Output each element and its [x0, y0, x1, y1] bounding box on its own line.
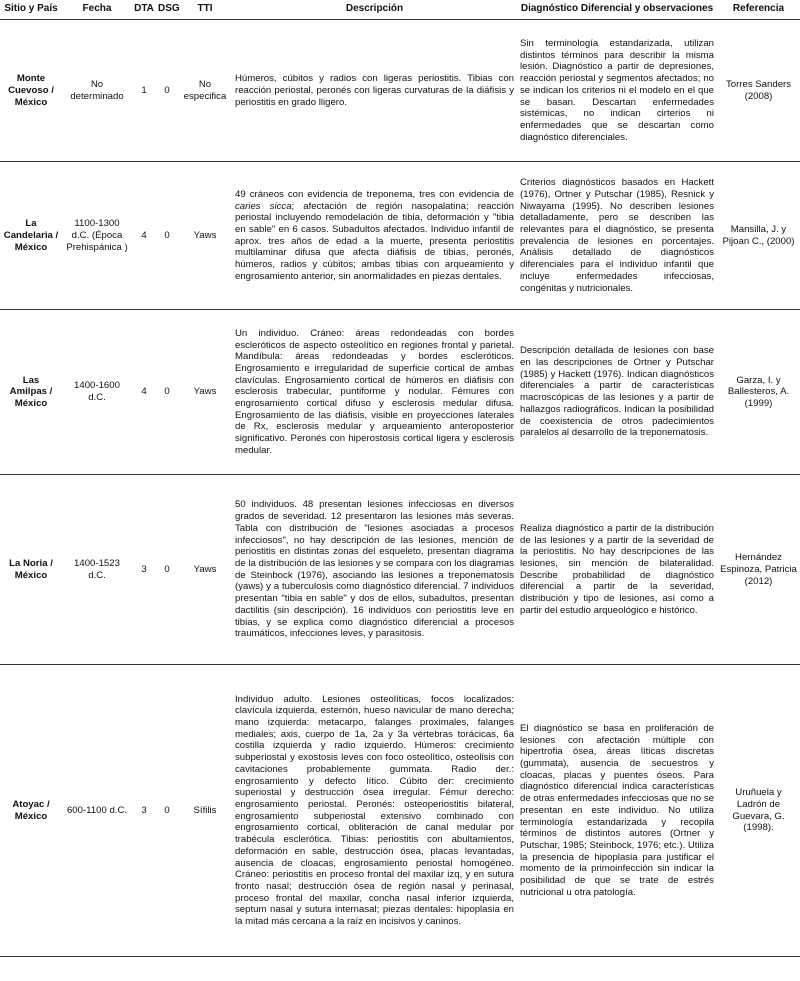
cell-site: Las Amilpas / México: [0, 310, 62, 475]
cell-dsg: 0: [156, 665, 178, 957]
cell-differential-diagnosis: Realiza diagnóstico a partir de la distribución de las lesiones y a partir de la severidad de la periostitis. No hay descripciones de las lesiones, sin mención de bilateralidad. Describe probabilidad de diagnóstico diferencial a partir de la severidad, distribución y tipo de lesiones, así como a partir del estudio arqueológico e histórico.: [517, 475, 717, 665]
header-dta: DTA: [132, 0, 156, 20]
cell-description: Húmeros, cúbitos y radios con ligeras periostitis. Tibias con reacción periostal, peronés con ligeras curvaturas de la diáfisis y periostitis en grado lligero.: [232, 20, 517, 162]
table-row: [0, 665, 800, 957]
cell-differential-diagnosis: Criterios diagnósticos basados en Hackett (1976), Ortner y Putschar (1985), Resnick y Niwayama (1995). No describen lesiones detalladamente, pero se describen las relevantes para el diagnóstico, se presenta prevalencia de lesiones en porcentajes. Análisis detallado de diagnósticos diferenciales para el individuo infantil que incluye enfermedades infecciosas, congénitas y nutricionales.: [517, 162, 717, 310]
cell-tti: Yaws: [178, 310, 232, 475]
cell-dta: 3: [132, 665, 156, 957]
cell-tti: Sífilis: [178, 665, 232, 957]
table-row: [0, 310, 800, 475]
cell-description: Individuo adulto. Lesiones osteolíticas, focos localizados: clavícula izquierda, esternón, hueso navicular de mano derecha; mano izquierda: metacarpo, falanges proximales, falanges mediales; axis, cuerpo de 1a, 2a y 3a vértebras torácicas, 6a costilla izquierda y radio izquierdo. Húmeros: crecimiento subperiostal y exostosis leves con foco osteolítico, osteolisis con cavitaciones probablemente gummata. Radio der.: engrosamiento y defecto lítico. Cúbito der: crecimiento superiostal y destrucción ósea irregular. Fémur derecho: engrosamiento periostal. Peronés: osteoperiostitis bilateral, engrosamiento subperiostal extensivo combinado con engrosamiento cortical, obliteración de canal medular por trabécula esclerótica. Tibias: periostitis con abultamientos, deformación en sable, destrucción ósea, placas levantadas, ausencia de cloacas, engrosamiento periostal homogéneo. Cráneo: periostitis en proceso frontal del maxilar izq, y en sutura fronto nasal; destrucción ósea de región nasal y perinasal, proceso frontal del maxilar, concha nasal inferior izquierda, septum nasal y sutura internasal; piezas dentales: hipoplasia en la mitad más cercana a la raíz en incisivos y caninos.: [232, 665, 517, 957]
cell-site: La Candelaria / México: [0, 162, 62, 310]
cell-date: 600-1100 d.C.: [62, 665, 132, 957]
header-description: Descripción: [232, 0, 517, 20]
cell-dsg: 0: [156, 20, 178, 162]
cell-dta: 4: [132, 310, 156, 475]
header-tti: TTI: [178, 0, 232, 20]
cell-differential-diagnosis: Sin terminología estandarizada, utilizan distintos términos para describir la misma lesión. Diagnóstico a partir de depresiones, reacción periostal y segmentos afectados; no se indican los criterios ni el modelo en el que se basan. Descartan enfermedades sistémicas, no indican cirterios ni enfermedades que se descartan como diagnóstico diferenciales.: [517, 20, 717, 162]
description-italic-term: caries sicca: [235, 200, 292, 212]
table-row: [0, 475, 800, 665]
cell-dta: 3: [132, 475, 156, 665]
header-site: Sitio y País: [0, 0, 62, 20]
cell-tti: Yaws: [178, 162, 232, 310]
header-reference: Referencia: [717, 0, 800, 20]
cell-site: Atoyac / México: [0, 665, 62, 957]
cell-differential-diagnosis: El diagnóstico se basa en proliferación de lesiones con afectación múltiple con hipertrofia ósea, áreas líticas discretas (gummata), ausencia de secuestros y cloacas, placas y puentes óseos. Para diagnóstico diferencial indica características de otras enfermedades infecciosas que no se presentan en este individuo. No utiliza terminología estandarizada y recopila términos de distintos autores (Ortner y Putschar, 1985; Steinbock, 1976; etc.). Utiliza la presencia de hipoplasia para justificar el momento de la primoinfección sin indicar la posibilidad de que se trate de estrés nutricional u otra patología.: [517, 665, 717, 957]
cell-differential-diagnosis: Descripción detallada de lesiones con base en las descripciones de Ortner y Putschar (1985) y Hackett (1976). Indican diagnósticos diferenciales a partir de características macroscópicas de las lesiones y a partir de hallazgos radiográficos. Indican la posibilidad de coexistencia de otros padecimientos paralelos al desarrollo de la treponematosis.: [517, 310, 717, 475]
cell-dsg: 0: [156, 475, 178, 665]
header-row: [0, 0, 800, 20]
cell-description: 50 individuos. 48 presentan lesiones infecciosas en diversos grados de severidad. 12 presentaron las lesiones más severas. Tabla con distribución de "lesiones asociadas a procesos infecciosos", no hay descripción de las lesiones, mención de periostitis en distintas zonas del esqueleto, presentan diagrama de la distribución de las lesiones y se compara con los diagramas de Steinbock (1976), asociando las lesiones a treponematosis (yaws) y a tuberculosis como diagnóstico diferencial. 7 individuos presentan "tibia en sable" y dos de ellos, subadultos, presentan dactilitis (sin descripción). 16 individuos con periostitis leve en tibias, y se explica como diagnóstico diferencial a procesos traumáticos, infecciones leves, y parasitosis.: [232, 475, 517, 665]
cell-reference: Hernández Espinoza, Patricia (2012): [717, 475, 800, 665]
header-differential-diagnosis: Diagnóstico Diferencial y observaciones: [517, 0, 717, 20]
description-text-start: 49 cráneos con evidencia de treponema, tres con evidencia de: [235, 188, 514, 200]
description-text-end: ; afectación de región nasopalatina; reacción periostal incluyendo remodelación de tibia, deformación y "tibia en sable" en 6 casos. Subadultos afectados. Individuo infantil de aprox. tres años de edad a la muerte, presenta periostitis multilaminar difusa que afecta diáfisis de tibias, peronés, húmeros, radios y cúbitos; ambas tibias con arqueamiento y engrosamiento anterior, sin anormalidades en piezas dentales.: [235, 200, 514, 282]
cell-site: Monte Cuevoso / México: [0, 20, 62, 162]
cell-reference: Uruñuela y Ladrón de Guevara, G. (1998).: [717, 665, 800, 957]
cell-date: 1400-1523 d.C.: [62, 475, 132, 665]
cell-tti: Yaws: [178, 475, 232, 665]
cell-date: No determinado: [62, 20, 132, 162]
cell-dta: 1: [132, 20, 156, 162]
cell-dta: 4: [132, 162, 156, 310]
cell-site: La Noria / México: [0, 475, 62, 665]
cell-reference: Torres Sanders (2008): [717, 20, 800, 162]
cell-date: 1100-1300 d.C. (Época Prehispánica ): [62, 162, 132, 310]
table-row: [0, 20, 800, 162]
cell-tti: No especifica: [178, 20, 232, 162]
cell-dsg: 0: [156, 310, 178, 475]
cell-reference: Mansilla, J. y Pijoan C., (2000): [717, 162, 800, 310]
table-row: [0, 162, 800, 310]
cell-reference: Garza, I. y Ballesteros, A. (1999): [717, 310, 800, 475]
header-dsg: DSG: [156, 0, 178, 20]
cell-description: [232, 162, 517, 310]
header-date: Fecha: [62, 0, 132, 20]
cell-dsg: 0: [156, 162, 178, 310]
cell-description: Un individuo. Cráneo: áreas redondeadas con bordes escleróticos de aspecto osteolítico en regiones frontal y parietal. Mandíbula: áreas redondeadas y bordes escleróticos. Engrosamiento e irregularidad de superficie cortical de ambas clavículas. Engrosamiento cortical de húmeros en diáfisis con esclerosis trabecular, puntiforme y nodular. Fémures con engrosamiento cortical difuso y esclerosis medular difusa. Engrosamiento de las diáfisis, visible en proyecciones laterales de Rx, esclerosis medular y arqueamiento anteroposterior significativo. Peronés con hiperostosis cortical ligera y esclerosis medular.: [232, 310, 517, 475]
cell-date: 1400-1600 d.C.: [62, 310, 132, 475]
